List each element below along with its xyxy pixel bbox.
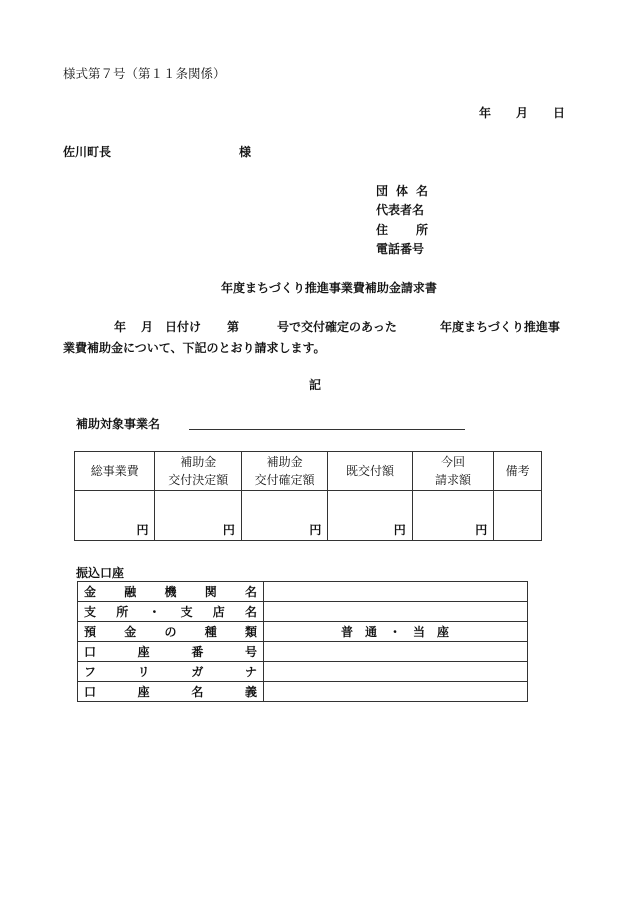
amount-table bbox=[74, 451, 542, 541]
project-name-label: 補助対象事業名 bbox=[76, 417, 161, 431]
applicant-group-name-label: 団 体 名 bbox=[376, 184, 428, 198]
bank-account-table bbox=[77, 581, 528, 702]
yen-unit: 円 bbox=[222, 523, 235, 537]
deposit-type-options: 普 通 ・ 当 座 bbox=[341, 625, 449, 639]
project-name-line[interactable] bbox=[189, 428, 465, 430]
confirmed-amount-cell[interactable] bbox=[241, 491, 327, 541]
total-cost-cell[interactable] bbox=[75, 491, 155, 541]
body-day-dated: 日付け bbox=[165, 320, 202, 334]
deposit-type-field[interactable] bbox=[264, 622, 528, 642]
addressee-honorific: 様 bbox=[239, 145, 252, 159]
institution-name-label: 金 融 機 関 名 bbox=[84, 585, 257, 599]
bank-row-institution bbox=[78, 582, 528, 602]
already-paid-cell[interactable] bbox=[328, 491, 412, 541]
body-year: 年 bbox=[114, 320, 127, 334]
furigana-field[interactable] bbox=[264, 662, 528, 682]
bank-row-account-number bbox=[78, 642, 528, 662]
bank-row-furigana bbox=[78, 662, 528, 682]
applicant-phone-label: 電話番号 bbox=[376, 242, 425, 256]
account-holder-field[interactable] bbox=[264, 682, 528, 702]
date-year-label: 年 bbox=[479, 106, 492, 120]
body-month: 月 bbox=[141, 320, 154, 334]
yen-unit: 円 bbox=[309, 523, 322, 537]
header-current-request: 今回 請求額 bbox=[412, 452, 493, 491]
body-dai: 第 bbox=[227, 320, 240, 334]
branch-name-label: 支 所 ・ 支 店 名 bbox=[84, 605, 257, 619]
branch-name-field[interactable] bbox=[264, 602, 528, 622]
institution-name-field[interactable] bbox=[264, 582, 528, 602]
bank-row-branch bbox=[78, 602, 528, 622]
remarks-cell[interactable] bbox=[494, 491, 542, 541]
body-line2: 業費補助金について、下記のとおり請求します。 bbox=[63, 341, 326, 355]
header-remarks: 備考 bbox=[494, 452, 542, 491]
ki-heading: 記 bbox=[309, 378, 322, 392]
yen-unit: 円 bbox=[393, 523, 406, 537]
applicant-representative-label: 代表者名 bbox=[376, 203, 425, 217]
decided-amount-cell[interactable] bbox=[155, 491, 241, 541]
header-total-cost: 総事業費 bbox=[75, 452, 155, 491]
yen-unit: 円 bbox=[475, 523, 488, 537]
bank-row-deposit-type bbox=[78, 622, 528, 642]
date-day-label: 日 bbox=[553, 106, 566, 120]
applicant-address-label: 住 所 bbox=[376, 223, 428, 237]
bank-row-account-holder bbox=[78, 682, 528, 702]
account-holder-label: 口 座 名 義 bbox=[84, 685, 257, 699]
addressee-name: 佐川町長 bbox=[63, 145, 112, 159]
bank-section-title: 振込口座 bbox=[76, 566, 125, 580]
furigana-label: フ リ ガ ナ bbox=[84, 665, 257, 679]
body-go-text: 号で交付確定のあった bbox=[277, 320, 397, 334]
body-line1-end: 年度まちづくり推進事 bbox=[440, 320, 560, 334]
current-request-cell[interactable] bbox=[412, 491, 493, 541]
account-number-field[interactable] bbox=[264, 642, 528, 662]
account-number-label: 口 座 番 号 bbox=[84, 645, 257, 659]
header-decided-amount: 補助金 交付決定額 bbox=[155, 452, 241, 491]
header-already-paid: 既交付額 bbox=[328, 452, 412, 491]
form-number: 様式第７号（第１１条関係） bbox=[63, 66, 226, 81]
deposit-type-label: 預 金 の 種 類 bbox=[84, 625, 257, 639]
amount-table-value-row bbox=[75, 491, 542, 541]
yen-unit: 円 bbox=[136, 523, 149, 537]
header-confirmed-amount: 補助金 交付確定額 bbox=[241, 452, 327, 491]
date-month-label: 月 bbox=[516, 106, 529, 120]
document-title: 年度まちづくり推進事業費補助金請求書 bbox=[221, 281, 437, 295]
amount-table-header-row bbox=[75, 452, 542, 491]
